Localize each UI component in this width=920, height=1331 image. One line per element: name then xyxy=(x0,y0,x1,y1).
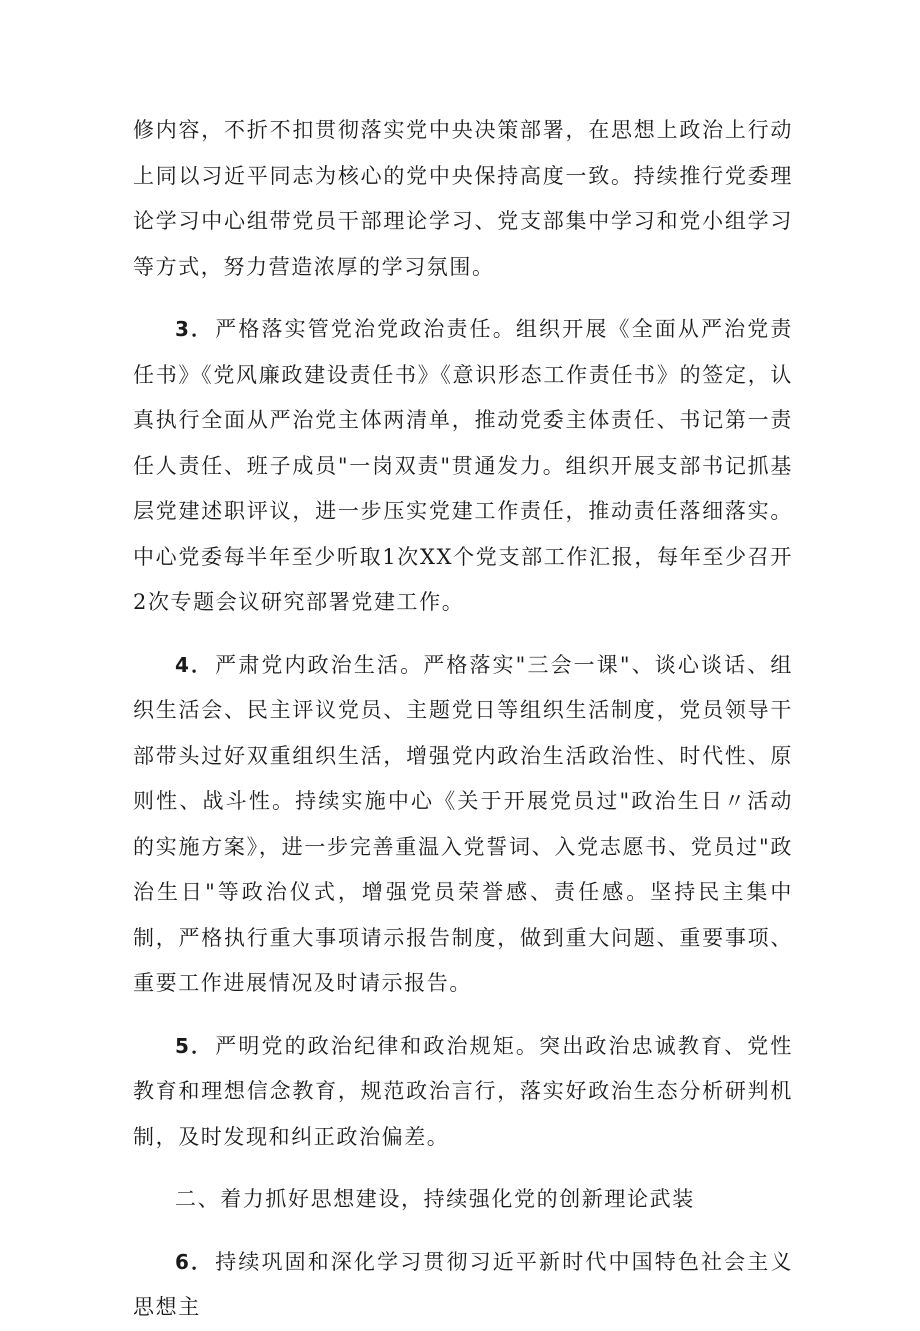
section-heading xyxy=(133,1177,793,1223)
paragraph-number: 6． xyxy=(175,1249,214,1274)
paragraph-number: 3． xyxy=(175,317,214,341)
paragraph-item-6 xyxy=(133,1240,793,1331)
section-heading-text: 二、着力抓好思想建设，持续强化党的创新理论武装 xyxy=(175,1187,695,1211)
paragraph-item-3 xyxy=(133,307,793,626)
document-body xyxy=(133,108,793,1331)
paragraph-number: 5． xyxy=(175,1033,214,1058)
paragraph-text: 严格落实管党治党政治责任。组织开展《全面从严治党责任书》《党风廉政建设责任书》《意识形态工作责任书》的签定，认真执行全面从严治党主体两清单，推动党委主体责任、书记第一责任人责任、班子成员"一岗双责"贯通发力。组织开展支部书记抓基层党建述职评议，进一步压实党建工作责任，推动责任落细落实。中心党委每半年至少听取1次XX个党支部工作汇报，每年至少召开2次专题会议研究部署党建工作。 xyxy=(133,317,793,614)
paragraph-number: 4． xyxy=(175,652,214,677)
paragraph-item-5 xyxy=(133,1024,793,1161)
paragraph-text: 持续巩固和深化学习贯彻习近平新时代中国特色社会主义思想主 xyxy=(133,1249,793,1319)
paragraph-item-4 xyxy=(133,643,793,1007)
paragraph-text: 严肃党内政治生活。严格落实"三会一课"、谈心谈话、组织生活会、民主评议党员、主题党日等组织生活制度，党员领导干部带头过好双重组织生活，增强党内政治生活政治性、时代性、原则性、战斗性。持续实施中心《关于开展党员过"政治生日〃活动的实施方案》，进一步完善重温入党誓词、入党志愿书、党员过"政治生日"等政治仪式，增强党员荣誉感、责任感。坚持民主集中制，严格执行重大事项请示报告制度，做到重大问题、重要事项、重要工作进展情况及时请示报告。 xyxy=(133,652,793,995)
paragraph-text: 严明党的政治纪律和政治规矩。突出政治忠诚教育、党性教育和理想信念教育，规范政治言行，落实好政治生态分析研判机制，及时发现和纠正政治偏差。 xyxy=(133,1033,793,1149)
paragraph-text: 修内容，不折不扣贯彻落实党中央决策部署，在思想上政治上行动上同以习近平同志为核心的党中央保持高度一致。持续推行党委理论学习中心组带党员干部理论学习、党支部集中学习和党小组学习等方式，努力营造浓厚的学习氛围。 xyxy=(133,118,793,279)
paragraph-continued xyxy=(133,108,793,290)
